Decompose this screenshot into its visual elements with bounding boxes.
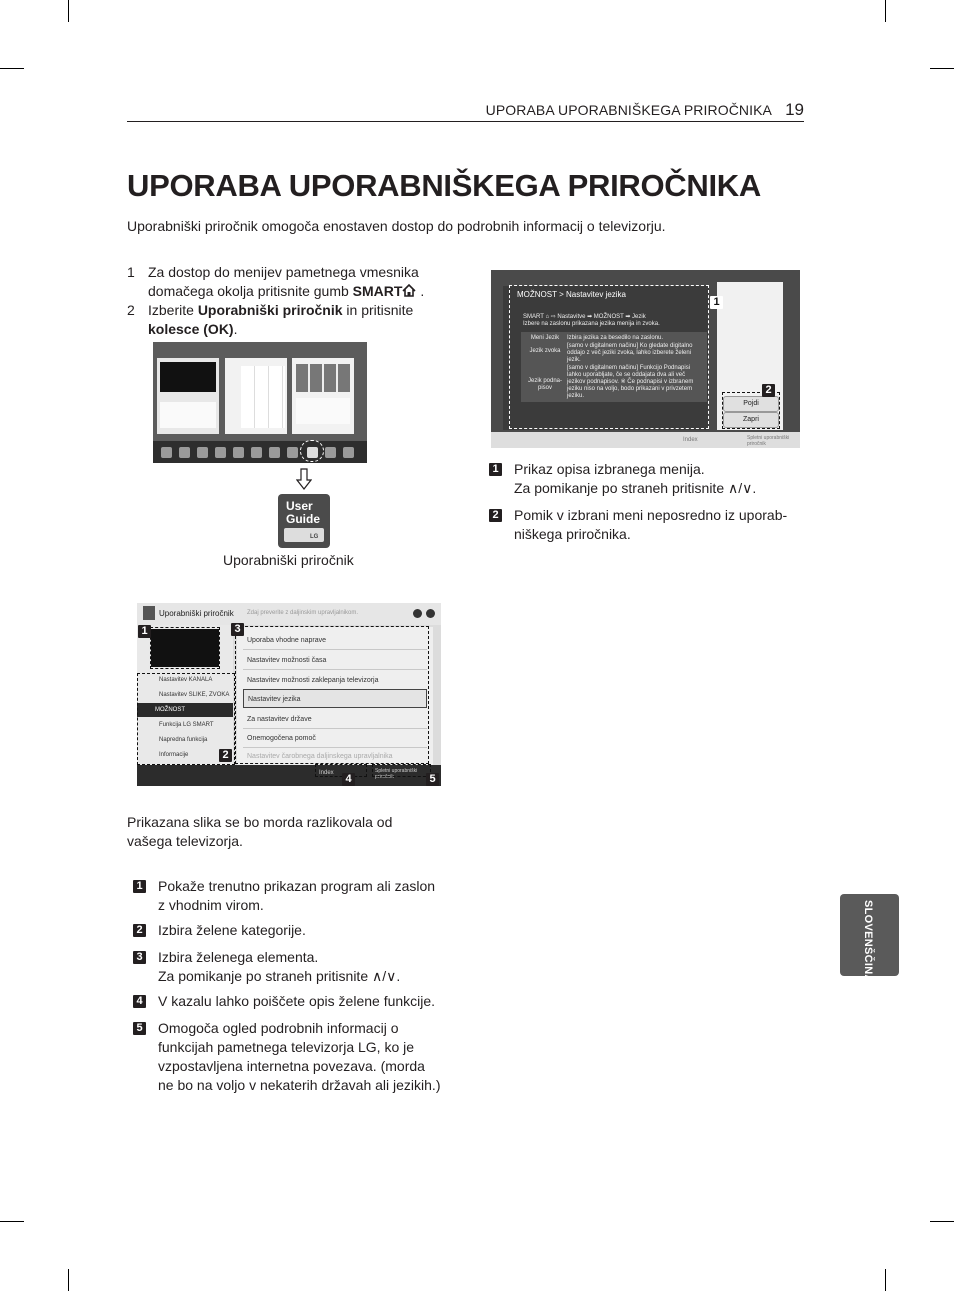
step-text: Za dostop do menijev pametnega vmesnika domačega okolja pritisnite gumb SMART . — [148, 264, 425, 299]
callout-badge: 2 — [762, 384, 775, 397]
callout-badge: 4 — [342, 773, 355, 786]
option-detail-screenshot — [491, 270, 800, 448]
premium-tile — [292, 358, 354, 434]
user-guide-icon-line2: Guide — [286, 512, 321, 526]
launcher-icon — [269, 447, 280, 458]
callout-badge: 5 — [426, 773, 439, 786]
crop-mark — [885, 1269, 886, 1291]
sidebar-item: Nastavitev KANALA — [159, 677, 213, 683]
table-label: Meni Jezik — [530, 335, 560, 341]
running-header: UPORABA UPORABNIŠKEGA PRIROČNIKA — [485, 102, 772, 118]
online-guide-label: Spletni uporabniški priročnik — [747, 435, 790, 447]
step-number: 2 — [127, 302, 135, 318]
language-tab-label: SLOVENŠČINA — [862, 900, 874, 983]
launcher-icon — [325, 447, 336, 458]
online-guide-label: Spletni uporabniški priročnik — [375, 768, 418, 780]
screen-hint: Zdaj preverite z daljinskim upravljalnikom. — [247, 610, 359, 616]
crop-mark — [885, 0, 886, 22]
index-label: Index — [319, 770, 334, 776]
crop-mark — [930, 1221, 954, 1222]
note-badge: 5 — [133, 1022, 146, 1035]
page-title: UPORABA UPORABNIŠKEGA PRIROČNIKA — [127, 168, 761, 203]
launcher-icon — [287, 447, 298, 458]
crop-mark — [0, 68, 24, 69]
note-badge: 1 — [489, 463, 502, 476]
list-item: Uporaba vhodne naprave — [243, 631, 427, 650]
screen-title: Uporabniški priročnik — [159, 609, 234, 618]
live-tv-tile — [157, 358, 219, 434]
launcher-icon — [161, 447, 172, 458]
table-label: Jezik zvoka — [529, 348, 561, 354]
list-item: Nastavitev čarobnega daljinskega upravljalnika — [243, 747, 427, 766]
screen-footer — [491, 432, 800, 448]
user-guide-icon — [278, 494, 330, 548]
launcher-icon — [343, 447, 354, 458]
sidebar-item: Nastavitev SLIKE, ZVOKA — [159, 692, 230, 698]
list-item-selected: Nastavitev jezika — [243, 689, 427, 708]
list-item: Nastavitev možnosti zaklepanja televizorja — [243, 671, 427, 690]
user-guide-screenshot — [137, 603, 441, 786]
menu-description: Izbere na zaslonu prikazana jezika menija in zvoka. — [523, 321, 660, 327]
crop-mark — [0, 1221, 24, 1222]
language-tab — [840, 894, 899, 983]
table-value: Izbira jezika za besedilo na zaslonu. — [567, 335, 664, 341]
list-item: Za nastavitev države — [243, 710, 427, 729]
launcher-icon — [251, 447, 262, 458]
launcher-icon — [179, 447, 190, 458]
callout-box-4 — [315, 764, 367, 777]
launcher-icon — [233, 447, 244, 458]
callout-badge: 1 — [710, 296, 723, 309]
step-number: 1 — [127, 264, 135, 280]
callout-box-1 — [150, 627, 220, 669]
menu-path: SMART ⌂ ⇨ Nastavitve ➡ MOŽNOST ➡ Jezik — [523, 314, 646, 320]
callout-box-1 — [509, 285, 709, 429]
step-text: Izberite Uporabniški priročnik in pritisnite kolesce (OK). — [148, 302, 414, 337]
list-item: Nastavitev možnosti časa — [243, 651, 427, 670]
user-guide-icon-line1: User — [286, 499, 313, 513]
arrow-down-icon — [296, 468, 312, 490]
table-value: [samo v digitalnem načinu] Funkcijo Podnapisi lahko uporabljate, če se oddajata dva ali več jezikov podnapisov. ※ Če podnapisi v izbranem jeziku niso na voljo, bodo prikazani v privzetem jeziku. — [567, 365, 694, 399]
screen-header — [137, 603, 441, 625]
list-item: Onemogočena pomoč — [243, 729, 427, 748]
lg-logo: LG — [310, 534, 319, 540]
launcher-icon — [197, 447, 208, 458]
header-rule — [127, 121, 804, 122]
smart-home-screenshot — [153, 342, 367, 463]
index-label: Index — [683, 437, 698, 443]
note-badge: 3 — [133, 951, 146, 964]
note-badge: 2 — [133, 924, 146, 937]
callout-box-3 — [235, 626, 429, 764]
sidebar-item: Informacije — [159, 752, 189, 758]
callout-badge: 3 — [231, 623, 244, 636]
back-icon — [413, 609, 422, 618]
home-icon — [402, 284, 416, 297]
note-badge: 2 — [489, 509, 502, 522]
crop-mark — [68, 0, 69, 22]
callout-box-5 — [372, 764, 431, 777]
highlight-ring — [300, 440, 324, 462]
close-button[interactable]: Zapri — [723, 412, 779, 428]
panel-title: MOŽNOST > Nastavitev jezika — [517, 290, 626, 299]
callout-box-2 — [722, 392, 780, 429]
table-label: Jezik podna- pisov — [527, 378, 563, 391]
sidebar-item: Napredna funkcija — [159, 737, 208, 743]
launcher-bar — [153, 441, 367, 463]
disclaimer: Prikazana slika se bo morda razlikovala od vašega televizorja. — [127, 814, 393, 849]
note-badge: 4 — [133, 995, 146, 1008]
go-button[interactable]: Pojdi — [723, 396, 779, 412]
close-icon — [426, 609, 435, 618]
note-badge: 1 — [133, 880, 146, 893]
sidebar-item: Funkcija LG SMART — [159, 722, 214, 728]
page-number: 19 — [785, 100, 804, 119]
sidebar-item-selected: MOŽNOST — [137, 703, 233, 717]
app-grid-tile — [225, 358, 287, 434]
launcher-icon — [215, 447, 226, 458]
crop-mark — [930, 68, 954, 69]
icon-caption: Uporabniški priročnik — [223, 552, 354, 568]
intro-paragraph: Uporabniški priročnik omogoča enostaven dostop do podrobnih informacij o televizorju. — [127, 218, 666, 234]
table-value: [samo v digitalnem načinu] Ko gledate digitalno oddajo z več jeziki zvoka, lahko izberete želeni jezik. — [567, 343, 693, 363]
callout-badge: 2 — [219, 749, 232, 762]
crop-mark — [68, 1269, 69, 1291]
callout-badge: 1 — [138, 625, 151, 638]
